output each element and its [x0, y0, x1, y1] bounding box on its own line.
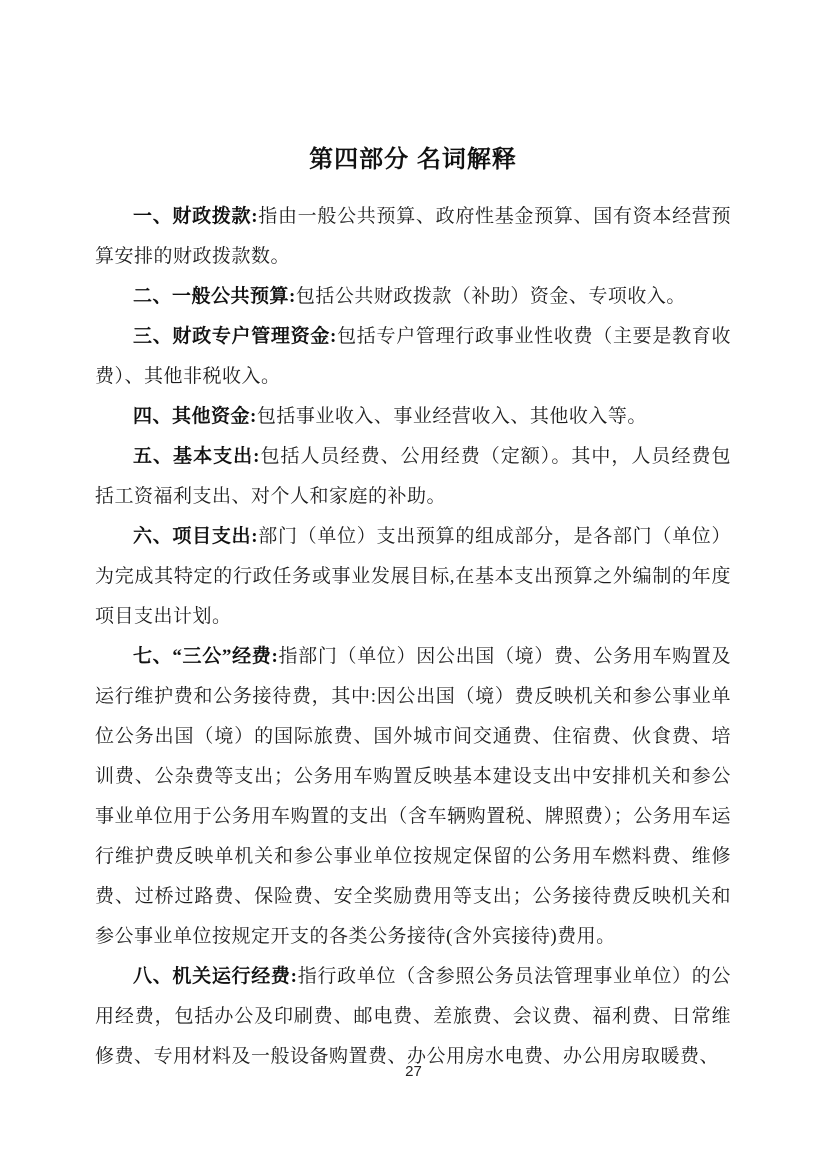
term-definition: 包括公共财政拨款（补助）资金、专项收入。	[295, 286, 686, 307]
term-paragraph-jiguanyunxingjingfei	[95, 957, 731, 1077]
term-label: 一、财政拨款:	[133, 206, 259, 227]
term-definition: 包括事业收入、事业经营收入、其他收入等。	[256, 406, 647, 427]
term-label: 四、其他资金:	[133, 406, 257, 427]
term-label: 七、“三公”经费:	[133, 646, 279, 667]
term-label: 五、基本支出:	[133, 446, 260, 467]
term-paragraph-caizhengbokuan	[95, 197, 731, 277]
term-paragraph-sangongjingfei	[95, 637, 731, 957]
term-definition: 指部门（单位）因公出国（境）费、公务用车购置及运行维护费和公务接待费，其中:因公出国（境）费反映机关和参公事业单位公务出国（境）的国际旅费、国外城市间交通费、住宿费、伙食费、培训费、公杂费等支出；公务用车购置反映基本建设支出中安排机关和参公事业单位用于公务用车购置的支出（含车辆购置税、牌照费）；公务用车运行维护费反映单机关和参公事业单位按规定保留的公务用车燃料费、维修费、过桥过路费、保险费、安全奖励费用等支出；公务接待费反映机关和参公事业单位按规定开支的各类公务接待(含外宾接待)费用。	[95, 646, 731, 947]
term-definition: 指由一般公共预算、政府性基金预算、国有资本经营预算安排的财政拨款数。	[95, 206, 731, 267]
term-paragraph-yibangonggongyusuan	[95, 277, 731, 317]
term-paragraph-jibenzhichu	[95, 437, 731, 517]
term-label: 八、机关运行经费:	[133, 966, 298, 987]
page-title: 第四部分 名词解释	[309, 146, 517, 173]
term-label: 三、财政专户管理资金:	[133, 326, 337, 347]
term-label: 二、一般公共预算:	[133, 286, 296, 307]
term-definition: 指行政单位（含参照公务员法管理事业单位）的公用经费，包括办公及印刷费、邮电费、差旅费、会议费、福利费、日常维修费、专用材料及一般设备购置费、办公用房水电费、办公用房取暖费、	[95, 966, 732, 1067]
term-paragraph-xiangmuzhichu	[95, 517, 731, 637]
page-number: 27	[405, 1063, 422, 1080]
term-definition: 部门（单位）支出预算的组成部分，是各部门（单位）为完成其特定的行政任务或事业发展目标,在基本支出预算之外编制的年度项目支出计划。	[95, 526, 731, 627]
term-definition: 包括专户管理行政事业性收费（主要是教育收费）、其他非税收入。	[95, 326, 731, 387]
document-content	[95, 145, 731, 1077]
term-label: 六、项目支出:	[133, 526, 259, 547]
term-paragraph-qitazijin	[95, 397, 731, 437]
term-definition: 包括人员经费、公用经费（定额）。其中，人员经费包括工资福利支出、对个人和家庭的补助。	[95, 446, 731, 507]
term-paragraph-caizhengzhuanhu	[95, 317, 731, 397]
